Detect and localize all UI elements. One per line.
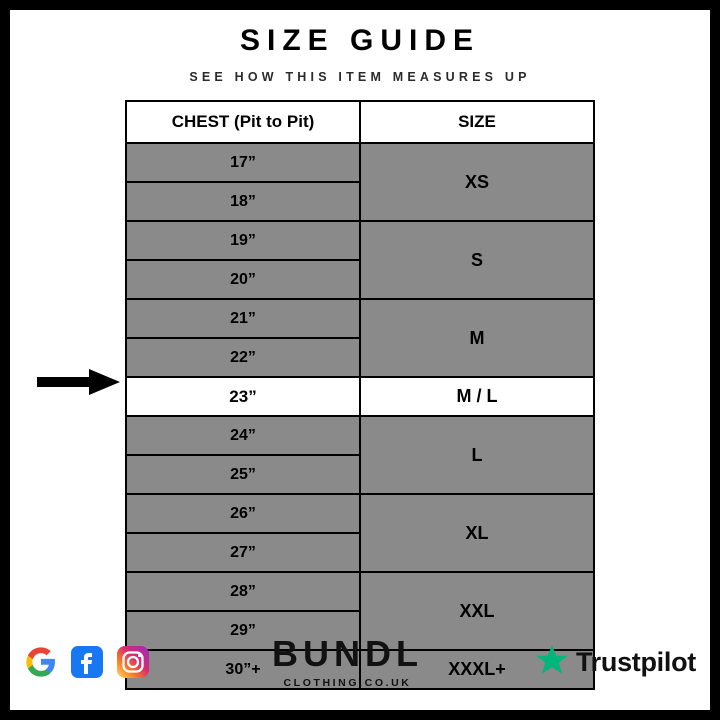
size-cell: XXL [360,572,594,650]
table-row [126,299,594,338]
size-cell: XS [360,143,594,221]
brand-name: BUNDL [272,632,423,674]
google-icon[interactable] [24,645,58,679]
size-table-wrap [125,100,595,690]
table-row [126,221,594,260]
chest-cell: 21” [126,299,360,338]
chest-cell: 29” [126,611,360,650]
table-row [126,572,594,611]
instagram-icon[interactable] [116,645,150,679]
chest-cell: 27” [126,533,360,572]
chest-cell: 22” [126,338,360,377]
size-cell: M [360,299,594,377]
chest-cell: 28” [126,572,360,611]
chest-cell: 30”+ [126,650,360,689]
table-row-highlighted [126,377,594,416]
trustpilot-logo[interactable] [535,643,696,682]
chest-cell: 26” [126,494,360,533]
chest-cell: 17” [126,143,360,182]
column-header-chest: CHEST (Pit to Pit) [126,101,360,143]
trustpilot-label: Trustpilot [575,646,696,677]
chest-cell: 25” [126,455,360,494]
right-arrow-icon [37,368,121,396]
size-cell: XXXL+ [360,650,594,689]
table-row [126,416,594,455]
page-title: SIZE GUIDE [239,24,481,57]
footer [10,624,710,700]
facebook-icon[interactable] [70,645,104,679]
brand-website: CLOTHING.CO.UK [283,676,412,689]
size-cell-selected: M / L [360,377,594,416]
size-guide-inner [10,10,710,710]
chest-cell-selected: 23” [126,377,360,416]
table-header-row [126,101,594,143]
chest-cell: 18” [126,182,360,221]
chest-cell: 24” [126,416,360,455]
social-links [24,645,150,679]
trustpilot-star-icon [535,643,569,682]
size-cell: L [360,416,594,494]
table-row [126,143,594,182]
size-cell: S [360,221,594,299]
size-table [125,100,595,690]
size-cell: XL [360,494,594,572]
table-row [126,494,594,533]
brand-logo [272,632,423,689]
column-header-size: SIZE [360,101,594,143]
page-subtitle: SEE HOW THIS ITEM MEASURES UP [189,70,531,84]
chest-cell: 19” [126,221,360,260]
chest-cell: 20” [126,260,360,299]
